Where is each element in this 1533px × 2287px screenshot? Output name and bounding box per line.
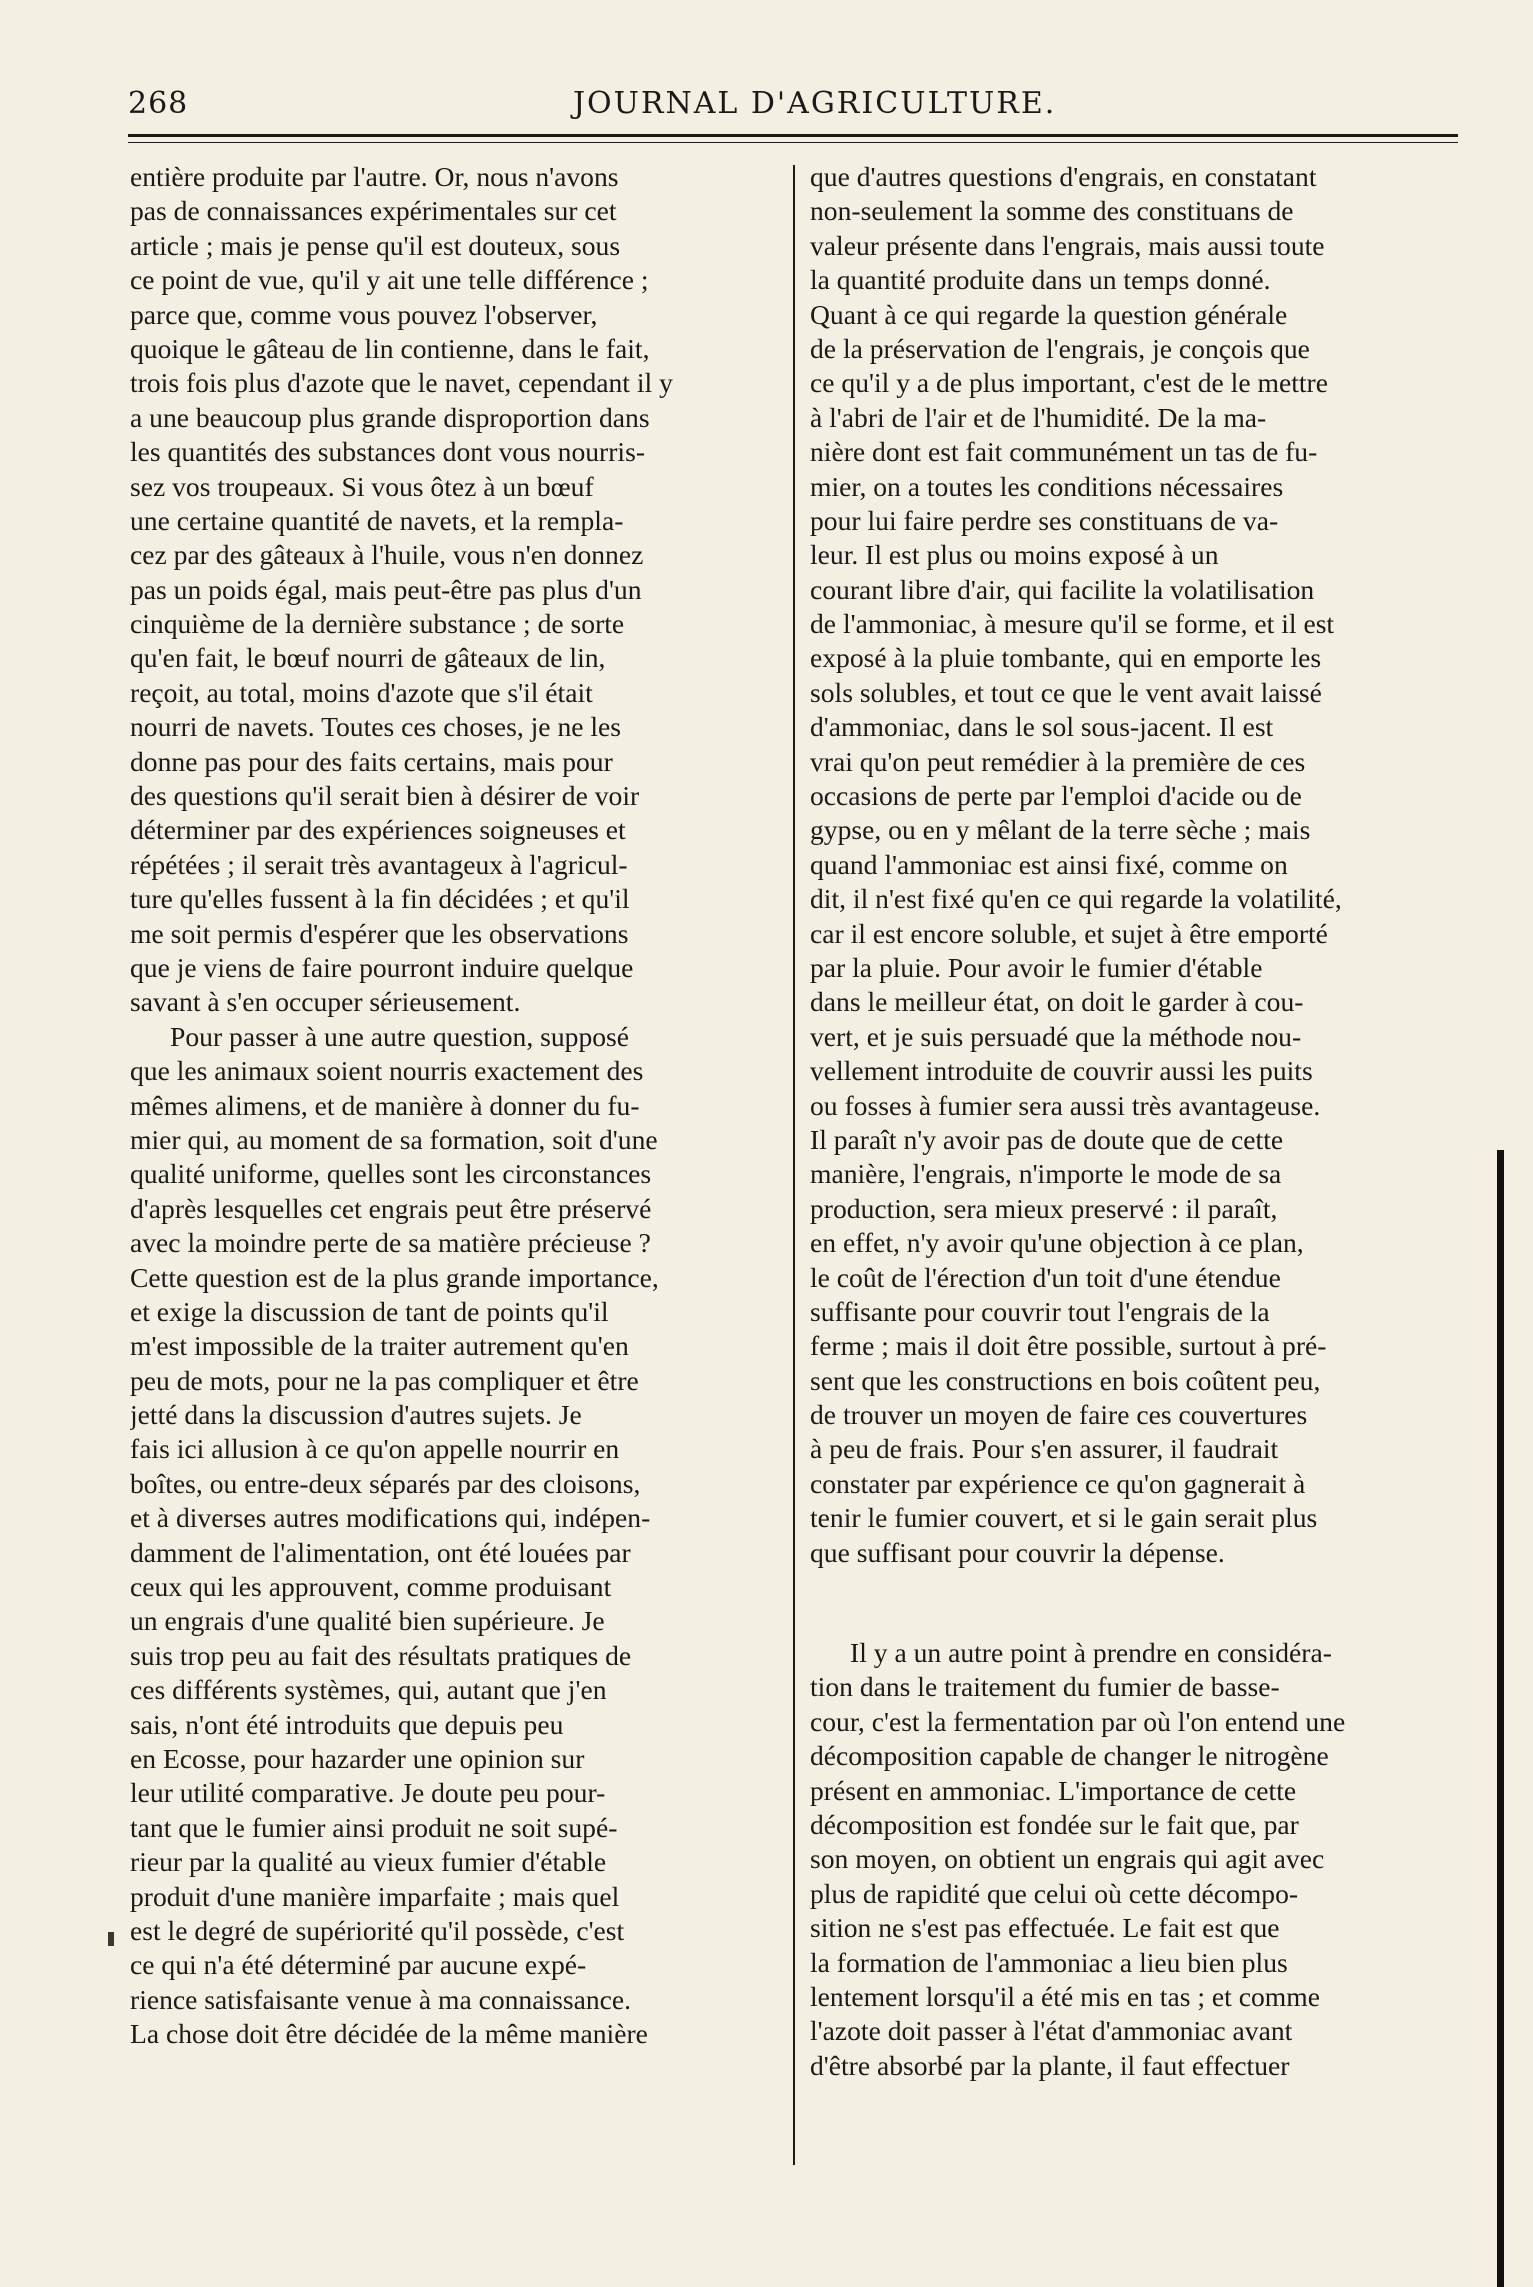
text-line: ces différents systèmes, qui, autant que j'en (130, 1674, 607, 1706)
text-line: nière dont est fait communément un tas de fu- (810, 436, 1318, 468)
text-line: qu'en fait, le bœuf nourri de gâteaux de lin, (130, 642, 606, 674)
text-line: ferme ; mais il doit être possible, surtout à pré- (810, 1330, 1327, 1362)
text-line: cour, c'est la fermentation par où l'on entend une (810, 1705, 1346, 1737)
text-line: répétées ; il serait très avantageux à l'agricul- (130, 848, 628, 880)
text-line: lentement lorsqu'il a été mis en tas ; et comme (810, 1980, 1320, 2012)
text-line: boîtes, ou entre-deux séparés par des cloisons, (130, 1467, 641, 1499)
text-line: mier qui, au moment de sa formation, soit d'une (130, 1123, 658, 1155)
text-line: gypse, ou en y mêlant de la terre sèche ; mais (810, 814, 1311, 846)
text-line: les quantités des substances dont vous nourris- (130, 436, 646, 468)
text-line: mêmes alimens, et de manière à donner du fu- (130, 1089, 640, 1121)
text-line: me soit permis d'espérer que les observations (130, 917, 629, 949)
text-line: à l'abri de l'air et de l'humidité. De la ma- (810, 401, 1267, 433)
text-line: ceux qui les approuvent, comme produisant (130, 1571, 612, 1603)
text-line: vrai qu'on peut remédier à la première de ces (810, 745, 1306, 777)
column-divider (793, 165, 795, 2165)
text-line: car il est encore soluble, et sujet à être emporté (810, 917, 1328, 949)
text-line: ce qu'il y a de plus important, c'est de le mettre (810, 367, 1328, 399)
text-line: décomposition capable de changer le nitrogène (810, 1740, 1329, 1772)
text-line: une certaine quantité de navets, et la rempla- (130, 504, 624, 536)
text-line: Il paraît n'y avoir pas de doute que de cette (810, 1123, 1284, 1155)
right-column (810, 160, 1455, 2083)
text-line: que suffisant pour couvrir la dépense. (810, 1536, 1225, 1568)
text-line: présent en ammoniac. L'importance de cette (810, 1774, 1297, 1806)
text-line: vert, et je suis persuadé que la méthode nou- (810, 1020, 1302, 1052)
text-line: dans le meilleur état, on doit le garder à cou- (810, 986, 1304, 1018)
text-line: ce qui n'a été déterminé par aucune expé- (130, 1949, 587, 1981)
text-line: son moyen, on obtient un engrais qui agit avec (810, 1843, 1325, 1875)
text-line: Il y a un autre point à prendre en considéra- (850, 1637, 1332, 1669)
text-line: valeur présente dans l'engrais, mais aussi toute (810, 229, 1325, 261)
text-line: est le degré de supériorité qu'il possède, c'est (130, 1914, 625, 1946)
header-rule (128, 134, 1458, 141)
text-line: sez vos troupeaux. Si vous ôtez à un bœuf (130, 470, 594, 502)
text-line: exposé à la pluie tombante, qui en emporte les (810, 642, 1322, 674)
margin-mark (108, 1932, 114, 1946)
text-line: vellement introduite de couvrir aussi les puits (810, 1055, 1313, 1087)
text-line: suis trop peu au fait des résultats pratiques de (130, 1639, 632, 1671)
text-line: ce point de vue, qu'il y ait une telle différence ; (130, 264, 649, 296)
text-line: en Ecosse, pour hazarder une opinion sur (130, 1742, 585, 1774)
text-line: damment de l'alimentation, ont été louées par (130, 1536, 631, 1568)
text-line: quand l'ammoniac est ainsi fixé, comme on (810, 848, 1288, 880)
page-header (128, 86, 1458, 126)
text-line: sent que les constructions en bois coûtent peu, (810, 1364, 1321, 1396)
text-line: la quantité produite dans un temps donné. (810, 264, 1271, 296)
text-line: qualité uniforme, quelles sont les circonstances (130, 1158, 652, 1190)
left-column (130, 160, 780, 2051)
text-line: mier, on a toutes les conditions nécessaires (810, 470, 1284, 502)
text-line: d'être absorbé par la plante, il faut effectuer (810, 2049, 1290, 2081)
text-line: courant libre d'air, qui facilite la volatilisation (810, 573, 1315, 605)
text-line: produit d'une manière imparfaite ; mais quel (130, 1880, 620, 1912)
text-line: par la pluie. Pour avoir le fumier d'étable (810, 951, 1263, 983)
text-line: sition ne s'est pas effectuée. Le fait est que (810, 1912, 1280, 1944)
text-line: d'ammoniac, dans le sol sous-jacent. Il est (810, 711, 1274, 743)
text-line: production, sera mieux preservé : il paraît, (810, 1192, 1278, 1224)
text-line: trois fois plus d'azote que le navet, cependant il y (130, 367, 673, 399)
text-line: et à diverses autres modifications qui, indépen- (130, 1502, 651, 1534)
text-line: ture qu'elles fussent à la fin décidées ; et qu'il (130, 883, 630, 915)
text-line: tant que le fumier ainsi produit ne soit supé- (130, 1811, 618, 1843)
text-line: de la préservation de l'engrais, je conçois que (810, 332, 1310, 364)
text-line: cez par des gâteaux à l'huile, vous n'en donnez (130, 539, 644, 571)
text-line: Cette question est de la plus grande importance, (130, 1261, 659, 1293)
text-line: sols solubles, et tout ce que le vent avait laissé (810, 676, 1322, 708)
text-line: Pour passer à une autre question, supposé (170, 1020, 630, 1052)
text-line: rience satisfaisante venue à ma connaissance. (130, 1983, 632, 2015)
text-line: que d'autres questions d'engrais, en constatant (810, 161, 1317, 192)
text-line: rieur par la qualité au vieux fumier d'étable (130, 1846, 607, 1878)
text-line: de l'ammoniac, à mesure qu'il se forme, et il est (810, 608, 1335, 640)
text-line: reçoit, au total, moins d'azote que s'il était (130, 676, 593, 708)
text-line: plus de rapidité que celui où cette décompo- (810, 1877, 1299, 1909)
text-line: tenir le fumier couvert, et si le gain serait plus (810, 1502, 1318, 1534)
text-line: décomposition est fondée sur le fait que, par (810, 1808, 1299, 1840)
text-line: pas un poids égal, mais peut-être pas plus d'un (130, 573, 642, 605)
text-line: article ; mais je pense qu'il est douteux, sous (130, 229, 621, 261)
text-line: avec la moindre perte de sa matière précieuse ? (130, 1227, 651, 1259)
text-line: à peu de frais. Pour s'en assurer, il faudrait (810, 1433, 1279, 1465)
text-line: non-seulement la somme des constituans de (810, 195, 1294, 227)
text-line: constater par expérience ce qu'on gagnerait à (810, 1467, 1306, 1499)
page-number: 268 (128, 86, 189, 121)
text-line: quoique le gâteau de lin contienne, dans le fait, (130, 332, 650, 364)
scan-edge-shadow (1497, 1150, 1504, 2287)
text-line: de trouver un moyen de faire ces couvertures (810, 1399, 1308, 1431)
running-title: JOURNAL D'AGRICULTURE. (573, 86, 1057, 121)
text-line: l'azote doit passer à l'état d'ammoniac avant (810, 2015, 1293, 2047)
text-line: en effet, n'y avoir qu'une objection à ce plan, (810, 1227, 1304, 1259)
text-line: leur. Il est plus ou moins exposé à un (810, 539, 1219, 571)
text-line: pour lui faire perdre ses constituans de va- (810, 504, 1279, 536)
text-line: et exige la discussion de tant de points qu'il (130, 1295, 609, 1327)
text-line: leur utilité comparative. Je doute peu pour- (130, 1777, 606, 1809)
text-line: nourri de navets. Toutes ces choses, je ne les (130, 711, 622, 743)
text-line: que les animaux soient nourris exactement des (130, 1055, 644, 1087)
text-line: cinquième de la dernière substance ; de sorte (130, 608, 625, 640)
header-rule-thin (128, 142, 1458, 143)
text-line: donne pas pour des faits certains, mais pour (130, 745, 613, 777)
text-line: dit, il n'est fixé qu'en ce qui regarde la volatilité, (810, 883, 1342, 915)
text-line: le coût de l'érection d'un toit d'une étendue (810, 1261, 1281, 1293)
text-line: la formation de l'ammoniac a lieu bien plus (810, 1946, 1288, 1978)
text-line: peu de mots, pour ne la pas compliquer et être (130, 1364, 639, 1396)
text-line: que je viens de faire pourront induire quelque (130, 951, 634, 983)
text-line: des questions qu'il serait bien à désirer de voir (130, 780, 640, 812)
text-line: Quant à ce qui regarde la question générale (810, 298, 1288, 330)
text-line: jetté dans la discussion d'autres sujets. Je (130, 1399, 582, 1431)
text-line: ou fosses à fumier sera aussi très avantageuse. (810, 1089, 1321, 1121)
text-line: manière, l'engrais, n'importe le mode de sa (810, 1158, 1282, 1190)
paragraph-gap (810, 1570, 1455, 1636)
text-line: sais, n'ont été introduits que depuis peu (130, 1708, 564, 1740)
text-line: suffisante pour couvrir tout l'engrais de la (810, 1295, 1270, 1327)
text-line: savant à s'en occuper sérieusement. (130, 986, 521, 1018)
text-line: fais ici allusion à ce qu'on appelle nourrir en (130, 1433, 620, 1465)
text-line: entière produite par l'autre. Or, nous n'avons (130, 161, 619, 192)
text-line: déterminer par des expériences soigneuses et (130, 814, 626, 846)
text-line: La chose doit être décidée de la même manière (130, 2018, 648, 2050)
text-line: occasions de perte par l'emploi d'acide ou de (810, 780, 1302, 812)
text-line: d'après lesquelles cet engrais peut être préservé (130, 1192, 652, 1224)
text-line: parce que, comme vous pouvez l'observer, (130, 298, 598, 330)
text-line: tion dans le traitement du fumier de basse- (810, 1671, 1280, 1703)
text-line: pas de connaissances expérimentales sur cet (130, 195, 617, 227)
text-line: a une beaucoup plus grande disproportion dans (130, 401, 650, 433)
text-line: un engrais d'une qualité bien supérieure. Je (130, 1605, 605, 1637)
text-line: m'est impossible de la traiter autrement qu'en (130, 1330, 629, 1362)
